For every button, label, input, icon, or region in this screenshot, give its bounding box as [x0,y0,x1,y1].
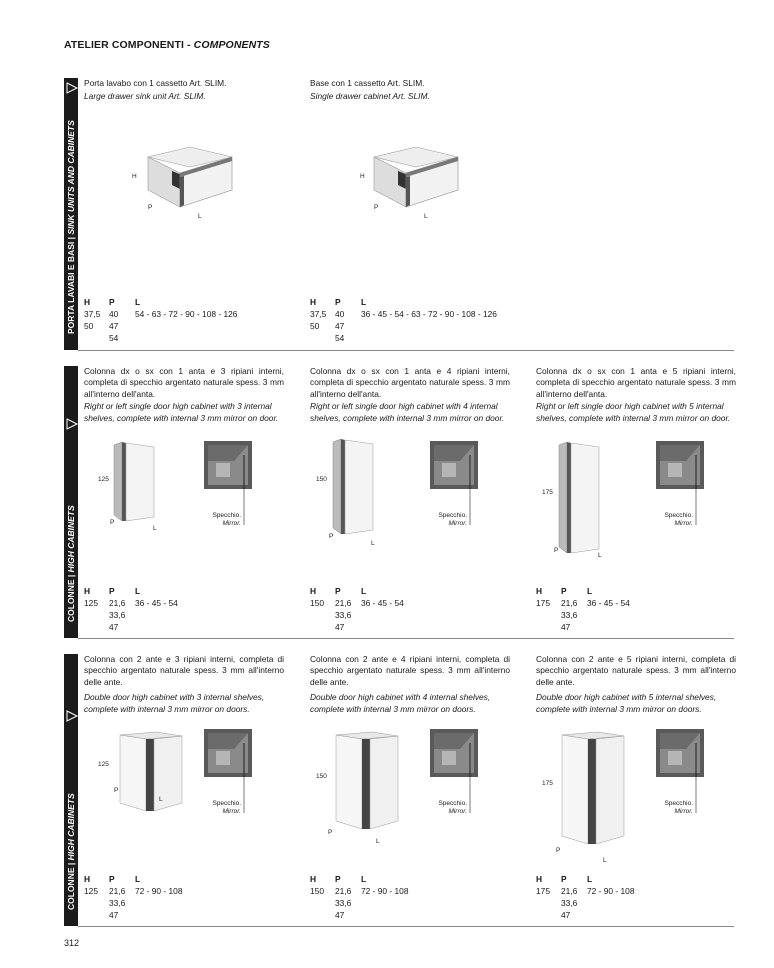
dim-label-p: P [148,204,153,211]
mirror-caption: Specchio. Mirror. [438,800,467,815]
mirror-caption: Specchio. Mirror. [664,512,693,527]
mirror-caption: Specchio. Mirror. [212,512,241,527]
dim-label-p: P [110,519,115,526]
dim-label-p: P [554,547,559,554]
dim-label-h: H [132,173,137,180]
double-door-cabinet-drawing [118,731,184,813]
dim-label-h: 175 [542,489,553,496]
dim-label-h: 175 [542,780,553,787]
product-description: Colonna con 2 ante e 5 ripiani interni, completa di specchio argentato naturale spess. 3 mm all'interno delle ante. Double door high cabinet with 5 internal shelves, complete with internal 3 mm mirror on doors. [536,654,736,714]
dim-label-l: L [603,857,607,864]
dim-label-h: 125 [98,761,109,768]
dim-label-l: L [598,552,602,559]
triangle-right-icon [66,82,78,94]
product-description: Porta lavabo con 1 cassetto Art. SLIM. Large drawer sink unit Art. SLIM. [84,78,227,102]
section-divider [78,638,734,639]
triangle-right-icon [66,710,78,722]
drawer-cabinet-drawing [366,145,466,217]
product-description: Colonna con 2 ante e 3 ripiani interni, completa di specchio argentato naturale spess. 3 mm all'interno delle ante. Double door high cabinet with 3 internal shelves, complete with internal 3 mm mirror on doors. [84,654,284,714]
page-number: 312 [64,938,80,948]
product-description: Colonna con 2 ante e 4 ripiani interni, completa di specchio argentato naturale spess. 3 mm all'interno delle ante. Double door high cabinet with 4 internal shelves, complete with internal 3 mm mirror on doors. [310,654,510,714]
single-door-cabinet-drawing [112,441,157,523]
dim-label-l: L [159,796,163,803]
dim-label-p: P [556,847,561,854]
dim-label-l: L [424,213,428,220]
section-divider [78,350,734,351]
dim-label-p: P [328,829,333,836]
product-description: Colonna dx o sx con 1 anta e 4 ripiani interni, completa di specchio argentato naturale spess. 3 mm all'interno dell'anta. Right or left single door high cabinet with 4 internal shelves, complete with internal 3 mm mirror on door. [310,366,510,423]
section-divider [78,926,734,927]
sidebar-high-cabinets: COLONNE | HIGH CABINETS [64,654,78,926]
dim-label-p: P [114,787,119,794]
dim-label-l: L [371,540,375,547]
col-p: P 40 47 54 [109,297,119,343]
col-h: H 37,5 50 [84,297,101,331]
page-title: ATELIER COMPONENTI - COMPONENTS [64,39,270,51]
col-l: L 54 - 63 - 72 - 90 - 108 - 126 [135,297,238,319]
single-door-cabinet-drawing [557,441,602,555]
dim-label-h: 150 [316,476,327,483]
dim-label-p: P [329,533,334,540]
product-description: Base con 1 cassetto Art. SLIM. Single drawer cabinet Art. SLIM. [310,78,430,102]
product-description: Colonna dx o sx con 1 anta e 3 ripiani interni, completa di specchio argentato naturale spess. 3 mm all'interno dell'anta. Right or left single door high cabinet with 3 internal shelves, complete with internal 3 mm mirror on door. [84,366,284,423]
dim-label-l: L [153,525,157,532]
mirror-caption: Specchio. Mirror. [438,512,467,527]
sidebar-label: PORTA LAVABI E BASI | SINK UNITS AND CABINETS [66,120,76,334]
dim-label-h: 125 [98,476,109,483]
dim-label-p: P [374,204,379,211]
mirror-caption: Specchio. Mirror. [212,800,241,815]
double-door-cabinet-drawing [334,731,400,831]
sidebar-sink-units [64,78,78,350]
single-door-cabinet-drawing [331,438,376,536]
mirror-caption: Specchio. Mirror. [664,800,693,815]
dim-label-h: H [360,173,365,180]
dim-label-h: 150 [316,773,327,780]
sidebar-high-cabinets: COLONNE | HIGH CABINETS [64,366,78,638]
triangle-right-icon [66,418,78,430]
product-description: Colonna dx o sx con 1 anta e 5 ripiani interni, completa di specchio argentato naturale spess. 3 mm all'interno dell'anta. Right or left single door high cabinet with 5 internal shelves, complete with internal 3 mm mirror on door. [536,366,736,423]
dim-label-l: L [376,838,380,845]
sink-unit-drawing [140,145,240,217]
dim-label-l: L [198,213,202,220]
double-door-cabinet-drawing [560,731,626,846]
